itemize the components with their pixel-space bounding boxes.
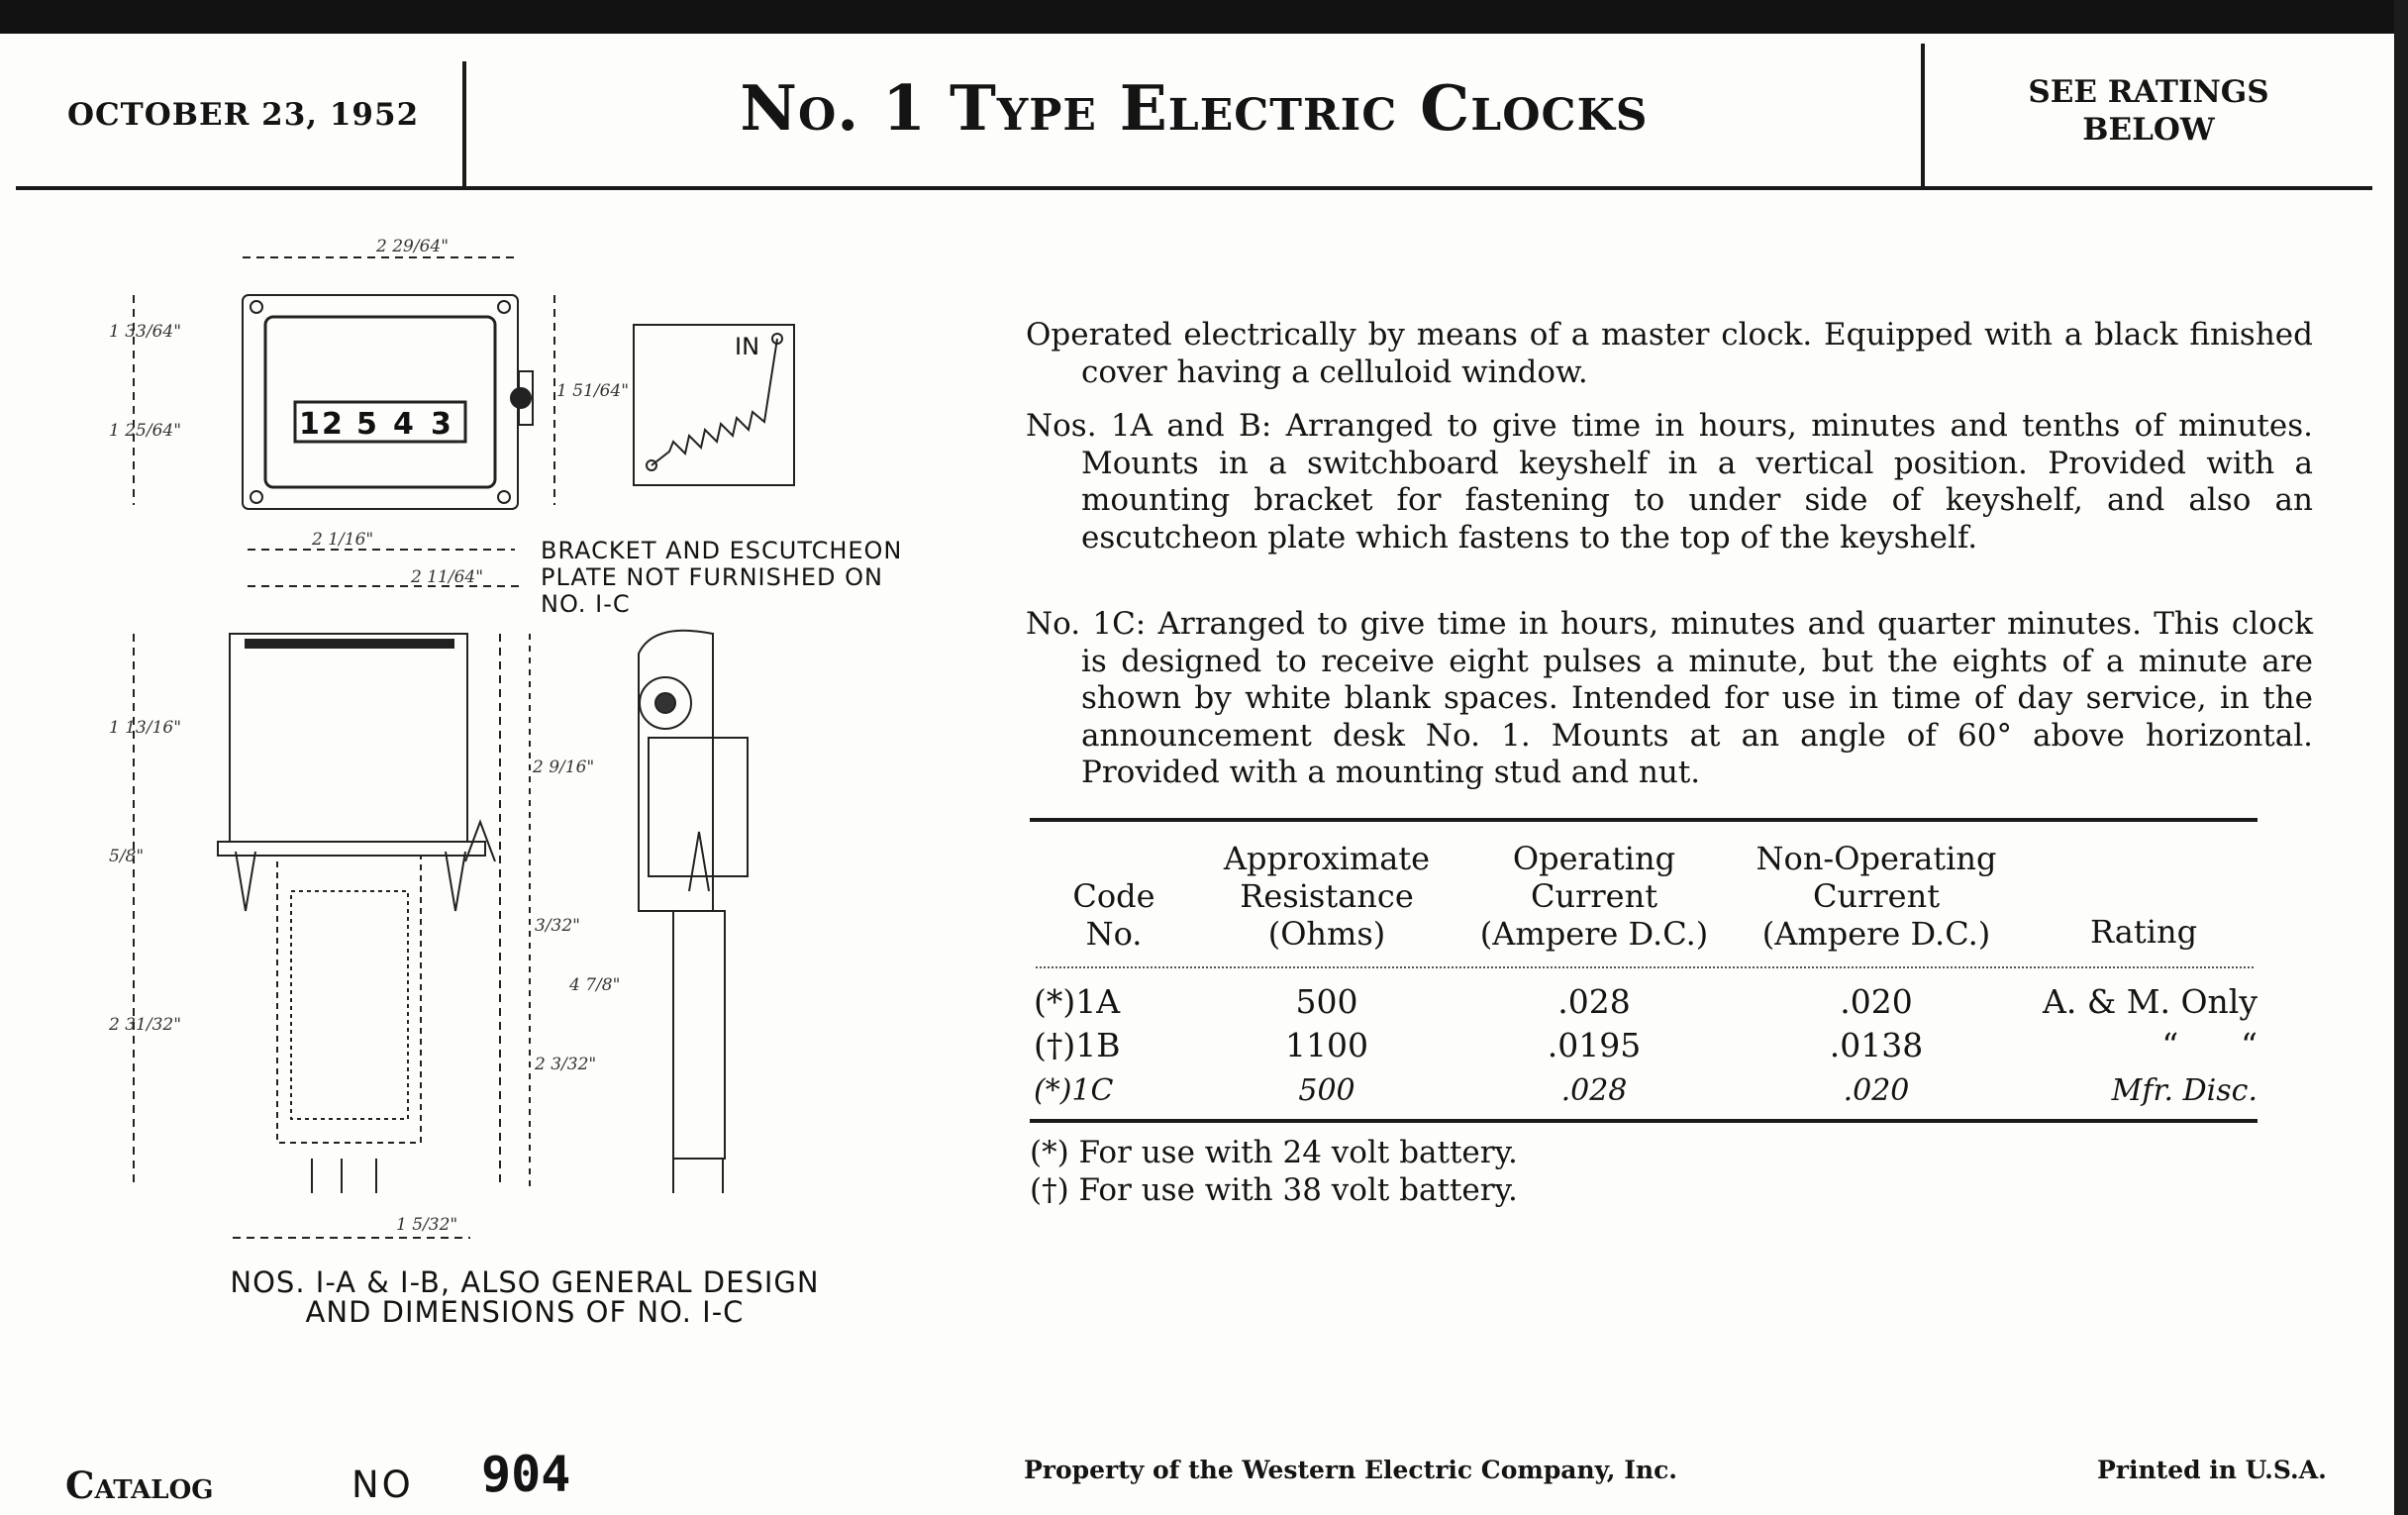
frame-plate <box>649 738 748 876</box>
table-cell-rating: A. & M. Only <box>2043 982 2258 1021</box>
col-header-operating <box>1465 840 1723 953</box>
table-cell-operating: .028 <box>1560 1073 1628 1108</box>
terminal-label: IN <box>735 333 760 360</box>
col-header-line: Current <box>1812 877 1941 915</box>
catalog-number: 904 <box>481 1446 571 1503</box>
ratings-line-2: BELOW <box>2082 112 2215 148</box>
col-header-rating <box>2040 913 2248 951</box>
dimension-label: 2 1/16" <box>312 530 374 550</box>
table-cell-resistance: 1100 <box>1285 1026 1368 1064</box>
dimension-label: 3/32" <box>535 916 580 936</box>
bracket-note-line: BRACKET AND ESCUTCHEON <box>541 537 903 564</box>
page-title: No. 1 Type Electric Clocks <box>740 71 1649 145</box>
description-general: Operated electrically by means of a master clock. Equipped with a black finished cover having a celluloid window. <box>1026 317 2313 390</box>
screw-icon <box>498 301 510 313</box>
description-1c: No. 1C: Arranged to give time in hours, minutes and quarter minutes. This clock is designed to receive eight pulses a minute, but the eights of a minute are shown by white blank spaces. Intended for use in time of day service, in the announcement desk No. 1. Mounts at an angle of 60° above horizontal. Provided with a mounting stud and nut. <box>1026 606 2313 790</box>
counter-digit: 2 <box>322 407 343 442</box>
col-header-code <box>1050 877 1178 953</box>
mechanism-side-view <box>639 631 713 911</box>
table-cell-operating: .0195 <box>1547 1026 1642 1064</box>
col-header-line: Current <box>1530 877 1658 915</box>
bracket-note-line: NO. I-C <box>541 590 631 618</box>
mechanism-housing <box>277 856 421 1143</box>
counter-digit: 4 <box>393 407 414 442</box>
scan-top-border <box>0 0 2408 34</box>
dimension-label: 2 9/16" <box>533 758 595 777</box>
header-rule <box>16 186 2372 190</box>
bracket-note-line: PLATE NOT FURNISHED ON <box>541 563 884 591</box>
table-cell-nonoperating: .020 <box>1840 982 1913 1021</box>
col-header-line: No. <box>1085 915 1143 953</box>
col-header-line: (Ampere D.C.) <box>1761 915 1991 953</box>
col-header-line: Code <box>1072 877 1155 915</box>
table-cell-rating: “ “ <box>2161 1026 2258 1064</box>
ratings-line-1: SEE RATINGS <box>2028 74 2269 110</box>
drawing-caption-line: NOS. I-A & I-B, ALSO GENERAL DESIGN <box>230 1265 820 1299</box>
col-header-line: Operating <box>1512 840 1676 877</box>
coil-housing <box>673 911 725 1159</box>
description-1a-1b: Nos. 1A and B: Arranged to give time in hours, minutes and tenths of minutes. Mounts in a switchboard keyshelf in a vertical position. Provided with a mounting bracket for fastening to under side of keyshelf, and also an escutcheon plate which fastens to the top of the keyshelf. <box>1026 408 2313 556</box>
table-cell-nonoperating: .020 <box>1843 1073 1910 1108</box>
clock-body-side <box>230 634 467 842</box>
bracket-note <box>541 538 937 618</box>
table-cell-resistance: 500 <box>1298 1073 1355 1108</box>
dimension-label: 5/8" <box>109 847 145 866</box>
table-cell-resistance: 500 <box>1295 982 1358 1021</box>
dimension-label: 1 33/64" <box>109 322 182 342</box>
dimension-label: 2 31/32" <box>109 1015 182 1035</box>
header-divider-right <box>1921 44 1925 188</box>
col-header-line: Non-Operating <box>1756 840 1997 877</box>
footnote-38v: (†) For use with 38 volt battery. <box>1030 1172 1518 1208</box>
dimension-labels <box>108 237 629 1235</box>
ratings-note <box>1941 73 2357 149</box>
col-header-line: Approximate <box>1223 840 1431 877</box>
table-bottom-rule <box>1030 1119 2258 1123</box>
drawing-caption <box>149 1267 901 1327</box>
screw-icon <box>251 491 262 503</box>
dimension-label: 1 13/16" <box>109 718 182 738</box>
cover-lip <box>246 640 453 648</box>
counter-digit: 1 <box>299 407 320 442</box>
dimension-label: 2 3/32" <box>535 1055 597 1074</box>
scan-right-border <box>2394 0 2408 1515</box>
table-cell-rating: Mfr. Disc. <box>2111 1073 2258 1108</box>
clock-technical-drawing <box>109 218 951 1357</box>
col-header-line: (Ampere D.C.) <box>1479 915 1709 953</box>
drawing-caption-line: AND DIMENSIONS OF NO. I-C <box>305 1295 745 1329</box>
table-cell-nonoperating: .0138 <box>1829 1026 1924 1064</box>
dimension-label: 1 25/64" <box>109 421 182 441</box>
dimension-label: 1 5/32" <box>396 1215 458 1235</box>
table-cell-code: (†)1B <box>1034 1026 1121 1064</box>
dimension-label: 1 51/64" <box>556 381 630 401</box>
dimension-label: 4 7/8" <box>569 975 621 995</box>
table-top-rule <box>1030 818 2258 822</box>
header-divider-left <box>462 61 466 188</box>
screw-icon <box>498 491 510 503</box>
col-header-line: Rating <box>2089 913 2198 951</box>
col-header-nonoperating <box>1743 840 2010 953</box>
dimension-label: 2 29/64" <box>376 237 450 256</box>
catalog-label: Catalog <box>65 1464 214 1507</box>
catalog-no-label: NO <box>351 1464 414 1506</box>
table-cell-operating: .028 <box>1557 982 1631 1021</box>
issue-date: OCTOBER 23, 1952 <box>67 97 420 133</box>
table-cell-code: (*)1A <box>1034 982 1121 1021</box>
printed-notice: Printed in U.S.A. <box>2097 1456 2327 1484</box>
counter-digit: 3 <box>431 407 452 442</box>
col-header-line: (Ohms) <box>1267 915 1386 953</box>
table-header-rule <box>1036 966 2254 968</box>
col-header-resistance <box>1198 840 1455 953</box>
mounting-stud <box>511 388 531 408</box>
footnote-24v: (*) For use with 24 volt battery. <box>1030 1135 1518 1170</box>
col-header-line: Resistance <box>1240 877 1414 915</box>
property-notice: Property of the Western Electric Company, Inc. <box>1024 1456 1678 1484</box>
dimension-label: 2 11/64" <box>411 567 484 587</box>
screw-icon <box>251 301 262 313</box>
table-cell-code: (*)1C <box>1034 1073 1114 1108</box>
counter-digits <box>295 402 465 442</box>
counter-digit: 5 <box>356 407 377 442</box>
